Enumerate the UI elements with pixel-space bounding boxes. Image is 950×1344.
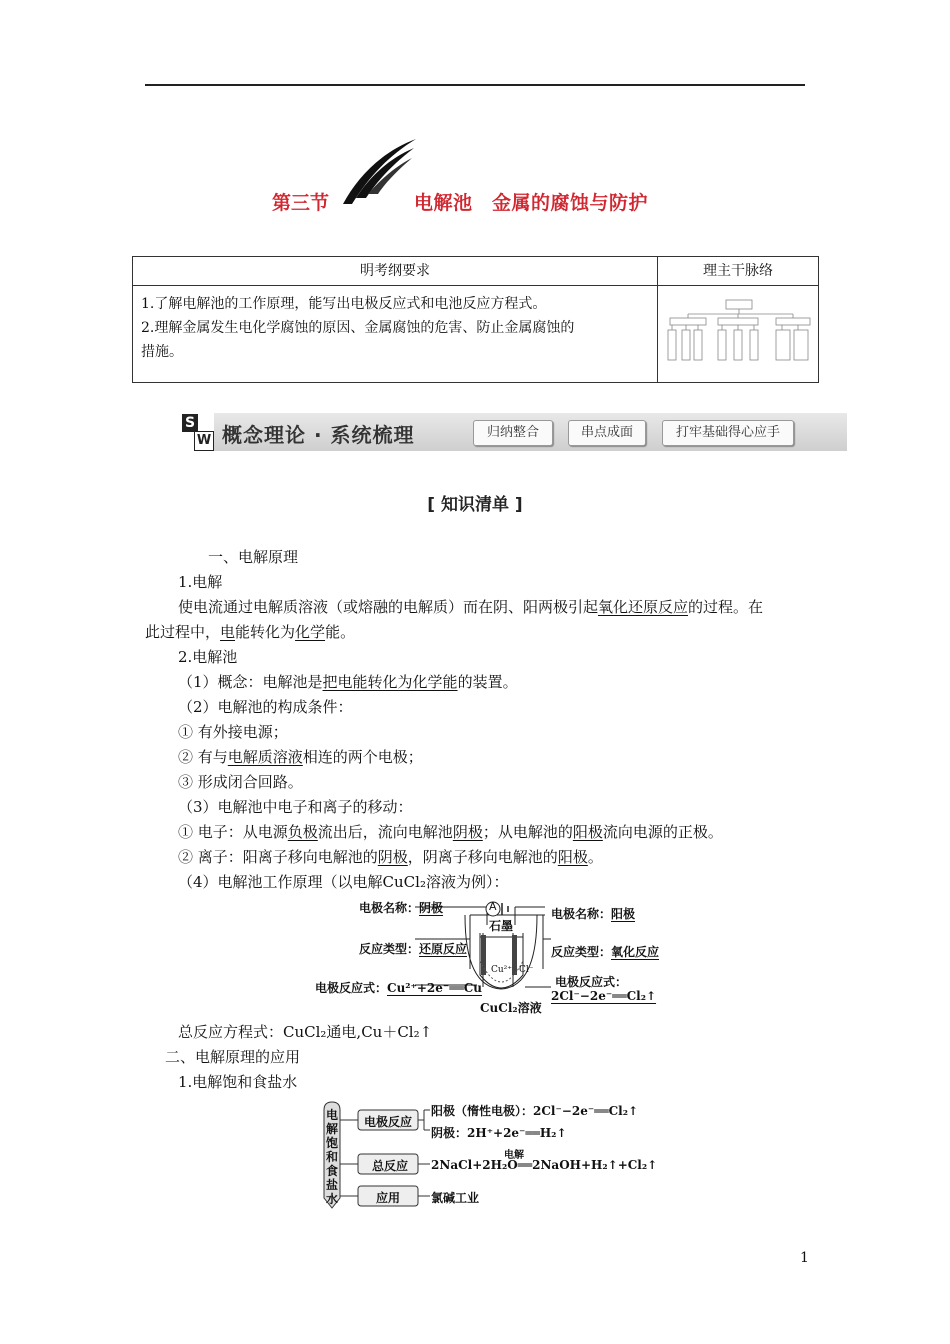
requirement-item: 2.理解金属发生电化学腐蚀的原因、金属腐蚀的危害、防止金属腐蚀的 [141,320,575,336]
text: 的装置。 [457,673,518,691]
text: （1）概念：电解池是 [178,673,323,691]
paragraph-line [178,747,423,767]
text: ② 离子：阳离子移向电解池的 [178,848,378,866]
paragraph-line [178,597,763,617]
condition-label: 电解 [504,1150,524,1161]
paragraph-line: （2）电解池的构成条件： [178,698,353,716]
text: 能转化为 [235,623,296,641]
brine-anode-equation: 阳极（惰性电极）：2Cl⁻−2e⁻══Cl₂↑ [431,1104,639,1118]
anode-reaction-type [551,943,659,960]
text: 。 [587,848,603,866]
banner-title: 概念理论 · 系统梳理 [222,423,415,447]
answer-blank: 阴极 [452,823,483,841]
value: 阳极 [611,907,636,921]
answer-blank: 阳极 [557,848,588,866]
sw-logo [180,413,214,451]
text: 此过程中， [145,623,221,641]
table-header-outline: 理主干脉络 [658,257,819,286]
header-rule [145,84,805,86]
cu-ion-label: Cu²⁺ [491,965,513,975]
page-number: 1 [800,1250,809,1266]
value: 还原反应 [419,942,468,956]
cl-ion-label: Cl⁻ [519,965,534,975]
text: ，阴离子移向电解池的 [407,848,558,866]
section-number: 第三节 [272,192,330,214]
cathode-equation [315,979,482,996]
label: 反应类型： [551,945,612,959]
text: 相连的两个电极； [302,748,423,766]
subheading: 1.电解 [178,573,223,591]
ammeter-label: A [489,900,497,913]
requirement-item: 1.了解电解池的工作原理，能写出电极反应式和电池反应方程式。 [141,296,547,312]
answer-blank: 阴极 [377,848,408,866]
requirements-table [132,256,819,383]
value: 氧化反应 [611,945,660,959]
knowledge-list-tag: [ 知识清单 ] [427,495,523,515]
graphite-label: 石墨 [489,919,514,933]
solution-label: CuCl₂溶液 [480,1001,542,1015]
label: 反应类型： [359,942,420,956]
banner-pill: 打牢基础得心应手 [662,420,794,446]
total-reaction: 总反应方程式：CuCl₂通电,Cu＋Cl₂↑ [178,1023,433,1041]
text: ① 电子：从电源 [178,823,288,841]
label: 电极名称： [551,907,612,921]
answer-blank: 电 [220,623,236,641]
heading-2: 二、电解原理的应用 [165,1048,301,1066]
sw-logo-s: S [182,414,198,432]
brine-cathode-equation: 阴极：2H⁺+2e⁻══H₂↑ [431,1126,567,1140]
text: 能。 [325,623,356,641]
brine-electrolysis-diagram [320,1100,658,1210]
anode-name [551,905,635,922]
total-reaction-box: 总反应 [372,1159,409,1173]
page-title [0,188,950,218]
requirement-item: 措施。 [141,344,183,360]
text: 流出后，流向电解池 [317,823,453,841]
value: Cu²⁺+2e⁻══Cu [387,981,482,995]
anode-equation [551,989,656,1003]
paragraph-line [178,822,723,842]
text: ② 有与 [178,748,228,766]
cathode-reaction-type [359,940,467,957]
sw-logo-w: W [194,431,214,451]
anode-equation-label: 电极反应式： [555,975,628,989]
text: 的过程。在 [688,598,764,616]
text: ；从电解池的 [482,823,573,841]
electrode-reaction-box: 电极反应 [364,1115,413,1129]
section-banner [180,413,847,451]
paragraph-line [145,622,355,642]
paragraph-line: ③ 形成闭合回路。 [178,773,303,791]
label: 电极反应式： [315,981,388,995]
brine-vertical-label: 电解饱和食盐水 [326,1108,339,1206]
answer-blank: 电解质溶液 [227,748,303,766]
cathode-name [359,899,443,916]
answer-blank: 阳极 [572,823,603,841]
requirements-cell [133,286,658,383]
paragraph-line: （4）电解池工作原理（以电解CuCl₂溶液为例）： [178,873,509,891]
outline-thumbnail [658,286,818,378]
section-title: 电解池 金属的腐蚀与防护 [414,192,649,214]
paragraph-line: （3）电解池中电子和离子的移动： [178,798,413,816]
text: 流向电源的正极。 [602,823,723,841]
banner-pill: 归纳整合 [473,420,553,446]
text: 使电流通过电解质溶液（或熔融的电解质）而在阴、阳两极引起 [178,598,599,616]
application-text: 氯碱工业 [431,1191,480,1205]
answer-blank: 化学 [295,623,326,641]
paragraph-line [178,847,603,867]
paragraph-line: ① 有外接电源； [178,723,288,741]
electrolytic-cell-diagram [315,897,670,1017]
label: 电极名称： [359,901,420,915]
banner-pill: 串点成面 [568,420,646,446]
answer-blank: 氧化还原反应 [598,598,689,616]
answer-blank: 把电能转化为化学能 [322,673,458,691]
value: 阴极 [419,901,444,915]
value: 2Cl⁻−2e⁻══Cl₂↑ [551,989,657,1003]
table-header-requirements: 明考纲要求 [133,257,658,286]
application-box: 应用 [376,1191,401,1205]
outline-thumbnail-cell [658,286,819,383]
subheading: 1.电解饱和食盐水 [178,1073,298,1091]
brine-total-equation: 2NaCl+2H₂O══2NaOH+H₂↑+Cl₂↑ [431,1158,658,1172]
subheading: 2.电解池 [178,648,238,666]
heading-1: 一、电解原理 [208,548,299,566]
answer-blank: 负极 [287,823,318,841]
paragraph-line [178,672,518,692]
